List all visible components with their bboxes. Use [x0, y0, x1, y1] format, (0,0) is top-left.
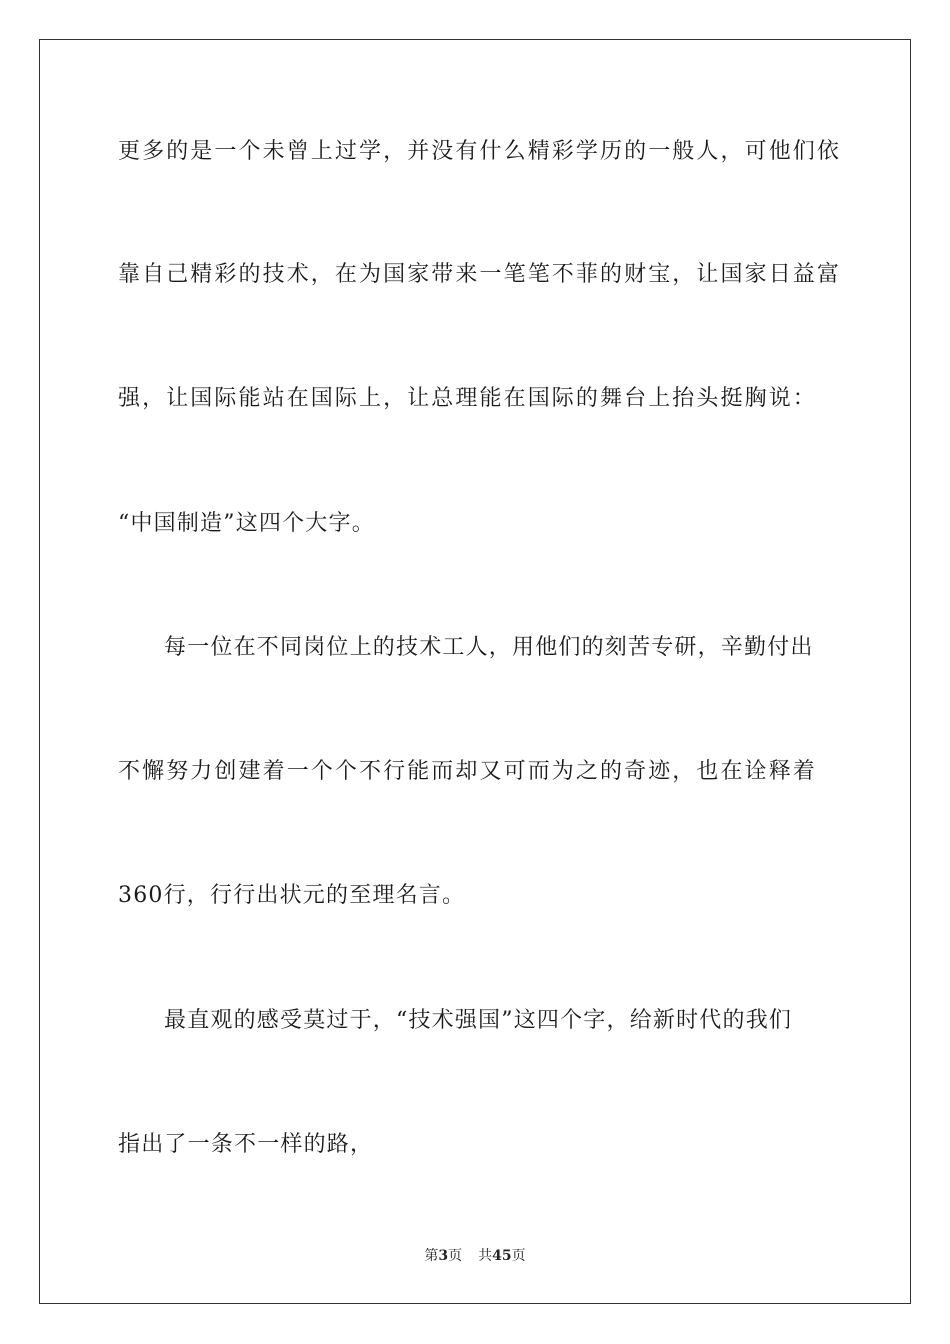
text-line-1: 更多的是一个未曾上过学，并没有什么精彩学历的一般人，可他们依 — [118, 139, 842, 164]
page-suffix: 页 — [448, 1248, 463, 1264]
page-border — [39, 39, 911, 1304]
total-suffix: 页 — [511, 1248, 526, 1264]
text-line-6: 不懈努力创建着一个个不行能而却又可而为之的奇迹，也在诠释着 — [118, 759, 817, 784]
page-prefix: 第 — [424, 1248, 439, 1264]
total-pages: 45 — [492, 1248, 512, 1264]
text-line-8: 最直观的感受莫过于，“技术强国”这四个字，给新时代的我们 — [164, 1008, 793, 1033]
total-prefix: 共 — [478, 1248, 493, 1264]
page-footer — [0, 1246, 950, 1266]
text-line-2: 靠自己精彩的技术，在为国家带来一笔笔不菲的财宝，让国家日益富 — [118, 262, 842, 287]
page-number: 3 — [438, 1248, 449, 1264]
text-line-3: 强，让国际能站在国际上，让总理能在国际的舞台上抬头挺胸说： — [118, 386, 817, 411]
text-line-5: 每一位在不同岗位上的技术工人，用他们的刻苦专研，辛勤付出 — [164, 635, 814, 660]
text-line-4: “中国制造”这四个大字。 — [118, 511, 375, 536]
text-line-9: 指出了一条不一样的路， — [118, 1132, 374, 1157]
text-line-7: 360行，行行出状元的至理名言。 — [118, 883, 466, 908]
